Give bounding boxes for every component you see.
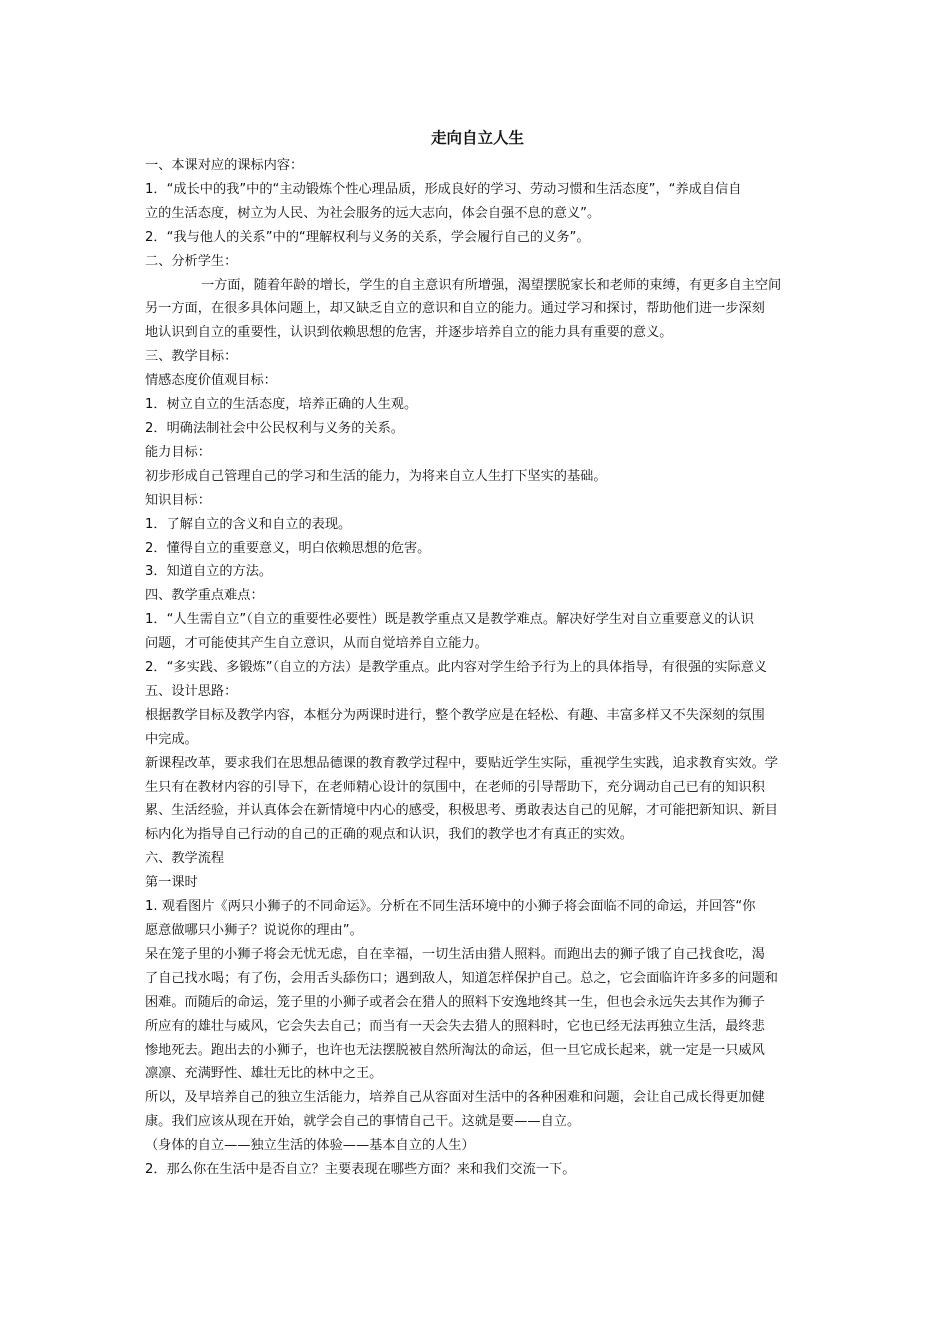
document-lines [145,154,810,1182]
text-line: 知识目标： [145,492,211,508]
text-line: 六、教学流程 [145,851,225,867]
text-line: 1．树立自立的生活态度，培养正确的人生观。 [145,397,418,413]
text-line: 另一方面，在很多具体问题上，却又缺乏自立的意识和自立的能力。通过学习和探讨，帮助他们进一步深刻 [145,301,765,317]
text-line: 立的生活态度，树立为人民、为社会服务的远大志向，体会自强不息的意义”。 [145,205,601,221]
text-line: 愿意做哪只小狮子？说说你的理由”。 [145,923,363,938]
text-line: 1. 观看图片《两只小狮子的不同命运》。分析在不同生活环境中的小狮子将会面临不同的命运，并回答“你 [145,899,756,915]
text-line: 1．“成长中的我”中的“主动锻炼个性心理品质，形成良好的学习、劳动习惯和生活态度”，“养成自信自 [145,181,742,197]
text-line: 累、生活经验，并认真体会在新情境中内心的感受，积极思考、勇敢表达自己的见解，才可能把新知识、新目 [145,803,778,819]
text-line: 中完成。 [145,731,198,747]
text-line: 初步形成自己管理自己的学习和生活的能力，为将来自立人生打下坚实的基础。 [145,468,607,484]
document-title: 走向自立人生 [430,129,524,147]
text-line: 能力目标： [145,444,211,460]
text-line: 困难。而随后的命运，笼子里的小狮子或者会在猎人的照料下安逸地终其一生，但也会永远失去其作为狮子 [145,994,765,1010]
text-line: 1．了解自立的含义和自立的表现。 [145,516,352,532]
text-line: 五、设计思路： [145,683,238,699]
text-line: 二、分析学生： [145,253,238,269]
text-line: 2．“多实践、多锻炼”（自立的方法）是教学重点。此内容对学生给予行为上的具体指导，有很强的实际意义 [145,660,768,676]
text-line: 凛凛、充满野性、雄壮无比的林中之王。 [145,1066,383,1082]
text-line: 所以，及早培养自己的独立生活能力，培养自己从容面对生活中的各种困难和问题，会让自己成长得更加健 [145,1090,765,1106]
text-line: 三、教学目标： [145,349,238,365]
document-body [145,124,810,1182]
text-line: 根据教学目标及教学内容，本框分为两课时进行，整个教学应是在轻松、有趣、丰富多样又不失深刻的氛围 [145,707,765,723]
text-line: 2．那么你在生活中是否自立？主要表现在哪些方面？来和我们交流一下。 [145,1162,576,1178]
text-line: 一方面，随着年龄的增长，学生的自主意识有所增强，渴望摆脱家长和老师的束缚，有更多自主空间 [201,277,782,293]
text-line: 呆在笼子里的小狮子将会无忧无虑，自在幸福，一切生活由猎人照料。而跑出去的狮子饿了自己找食吃，渴 [145,946,765,962]
text-line: 地认识到自立的重要性，认识到依赖思想的危害，并逐步培养自立的能力具有重要的意义。 [145,325,673,341]
text-line: 四、教学重点难点： [145,588,264,604]
text-line: 一、本课对应的课标内容： [145,158,304,173]
text-line: 问题，才可能使其产生自立意识，从而自觉培养自立能力。 [145,636,488,652]
text-line: 3．知道自立的方法。 [145,564,273,580]
text-line: 第一课时 [145,875,198,891]
text-line: （身体的自立——独立生活的体验——基本自立的人生） [145,1138,475,1154]
text-line: 所应有的雄壮与威风，它会失去自己；而当有一天会失去猎人的照料时，它也已经无法再独立生活，最终悲 [145,1018,765,1034]
text-line: 生只有在教材内容的引导下，在老师精心设计的氛围中，在老师的引导帮助下，充分调动自己已有的知识积 [145,779,765,795]
text-line: 2．明确法制社会中公民权利与义务的关系。 [145,420,404,436]
text-line: 了自己找水喝；有了伤，会用舌头舔伤口；遇到敌人，知道怎样保护自己。总之，它会面临许许多多的问题和 [145,970,778,986]
text-line: 2．懂得自立的重要意义，明白依赖思想的危害。 [145,540,431,556]
text-line: 新课程改革，要求我们在思想品德课的教育教学过程中，要贴近学生实际，重视学生实践，追求教育实效。学 [145,755,778,771]
text-line: 2．“我与他人的关系”中的“理解权利与义务的关系，学会履行自己的义务”。 [145,229,590,245]
text-line: 标内化为指导自己行动的自己的正确的观点和认识，我们的教学也才有真正的实效。 [145,827,633,843]
text-line: 1．“人生需自立”（自立的重要性必要性）既是教学重点又是教学难点。解决好学生对自立重要意义的认识 [145,612,754,628]
text-line: 惨地死去。跑出去的小狮子，也许也无法摆脱被自然所淘汰的命运，但一旦它成长起来，就一定是一只威风 [145,1042,765,1058]
text-line: 康。我们应该从现在开始，就学会自己的事情自己干。这就是要——自立。 [145,1114,581,1130]
text-line: 情感态度价值观目标： [145,373,277,389]
